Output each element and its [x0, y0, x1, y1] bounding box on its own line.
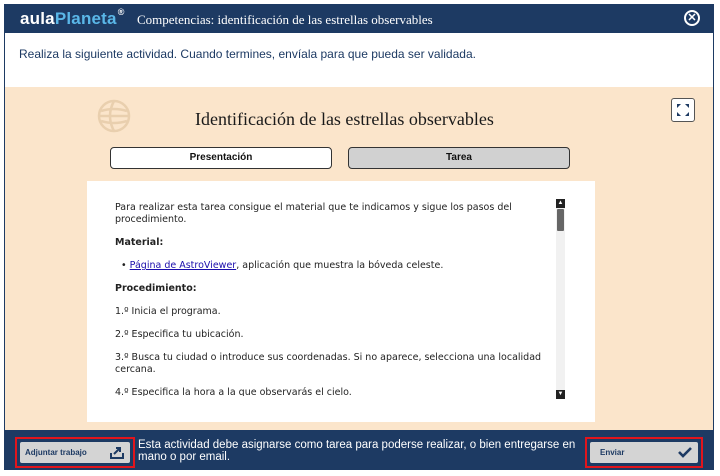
send-highlight — [585, 437, 703, 468]
task-text — [115, 202, 551, 396]
expand-icon — [672, 99, 694, 121]
close-icon[interactable]: ✕ — [684, 10, 700, 26]
attach-work-highlight — [15, 437, 135, 468]
instructions-text: Realiza la siguiente actividad. Cuando termines, envíala para que pueda ser validada. — [19, 47, 476, 61]
footer-bar — [5, 430, 713, 469]
attach-work-label: Adjuntar trabajo — [25, 448, 87, 457]
step-item: 1.º Inicia el programa. — [115, 306, 221, 317]
scroll-thumb[interactable] — [557, 209, 564, 231]
activity-title: Identificación de las estrellas observables — [195, 109, 494, 129]
step-item: 4.º Especifica la hora a la que observarás el cielo. — [115, 387, 352, 396]
aulaplaneta-logo: aulaPlaneta® — [20, 7, 125, 28]
material-heading: Material: — [115, 237, 164, 248]
material-item: • Página de AstroViewer, aplicación que muestra la bóveda celeste. — [115, 260, 444, 271]
tab-presentacion[interactable]: Presentación — [110, 147, 332, 169]
scroll-down-icon[interactable]: ▼ — [557, 391, 564, 397]
globe-icon — [97, 99, 131, 133]
send-label: Enviar — [600, 448, 625, 457]
checkmark-icon — [678, 447, 692, 458]
astroviewer-link[interactable]: Página de AstroViewer — [129, 260, 237, 271]
fullscreen-button[interactable] — [671, 98, 695, 122]
tab-tarea[interactable]: Tarea — [348, 147, 570, 169]
window-title: Competencias: identificación de las estrellas observables — [137, 12, 433, 27]
attach-work-button[interactable] — [20, 442, 130, 463]
task-content — [87, 181, 595, 422]
content-scrollbar[interactable] — [556, 199, 565, 399]
scroll-up-icon[interactable]: ▲ — [557, 200, 564, 206]
procedure-heading: Procedimiento: — [115, 283, 197, 294]
step-item: 2.º Especifica tu ubicación. — [115, 329, 244, 340]
intro-paragraph: Para realizar esta tarea consigue el material que te indicamos y sigue los pasos del procedimiento. — [115, 202, 512, 225]
send-button[interactable] — [590, 442, 698, 463]
activity-panel — [5, 87, 713, 430]
footer-note: Esta actividad debe asignarse como tarea para poderse realizar, o bien entregarse en mano o por email. — [138, 439, 576, 463]
activity-window — [4, 4, 714, 470]
step-item: 3.º Busca tu ciudad o introduce sus coordenadas. Si no aparece, selecciona una localidad cercana. — [115, 352, 542, 375]
upload-icon — [110, 446, 124, 459]
title-bar — [5, 5, 713, 33]
